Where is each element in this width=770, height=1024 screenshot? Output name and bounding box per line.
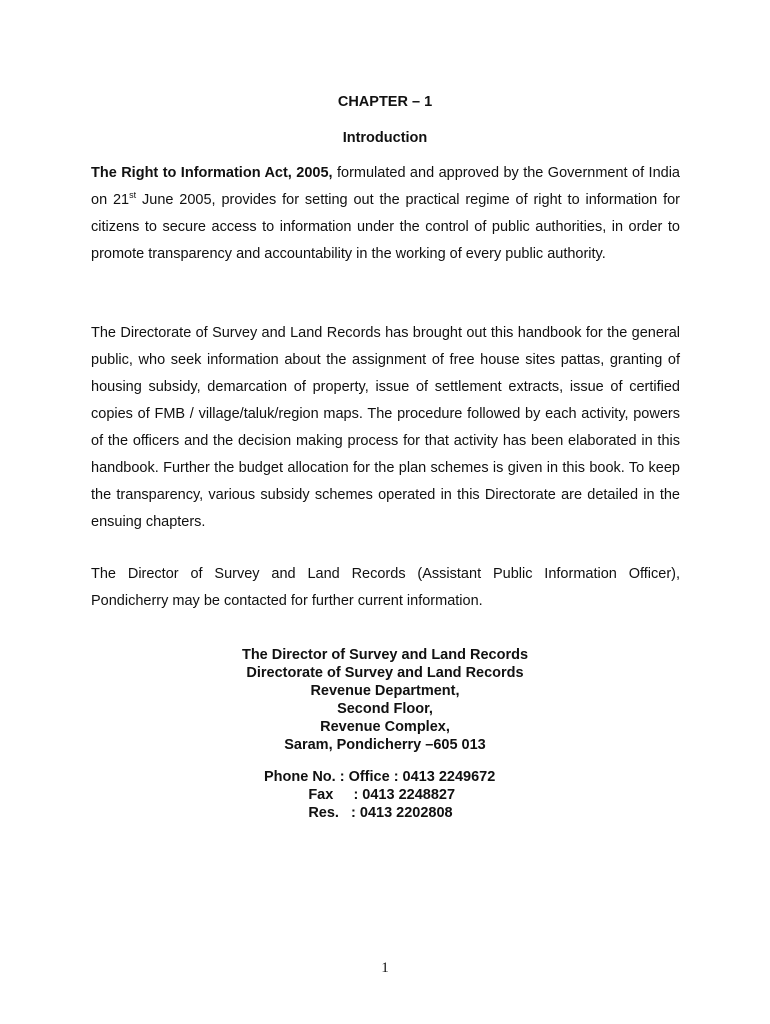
paragraph-handbook: The Directorate of Survey and Land Records has brought out this handbook for the general public, who seek information about the assignment of free house sites pattas, granting of housing subsidy, demarcation of property, issue of settlement extracts, issue of certified copies of FMB / village/taluk/region maps. The procedure followed by each activity, powers of the officers and the decision making process for that activity has been elaborated in this handbook. Further the budget allocation for the plan schemes is given in this book. To keep the transparency, various subsidy schemes operated in this Directorate are detailed in the ensuing chapters.: [91, 325, 680, 530]
rti-act-lead: The Right to Information Act, 2005,: [91, 165, 333, 181]
address-line: Revenue Department,: [310, 683, 460, 699]
address-line: The Director of Survey and Land Records: [241, 647, 529, 663]
phone-residence: Res. : 0413 2202808: [264, 805, 453, 821]
rti-text-b: June 2005, provides for setting out the practical regime of right to information for citizens to secure access to information under the control of public authorities, in order to promote transparency and accountability in the working of every public authority.: [91, 192, 680, 262]
page-number: 1: [381, 960, 389, 976]
chapter-heading: CHAPTER – 1: [337, 94, 433, 110]
phone-office: Phone No. : Office : 0413 2249672: [264, 769, 496, 785]
address-line: Second Floor,: [337, 701, 433, 717]
paragraph-rti-act: [91, 160, 680, 268]
ordinal-superscript: st: [129, 190, 137, 201]
section-title: Introduction: [342, 130, 428, 146]
address-line: Saram, Pondicherry –605 013: [284, 737, 486, 753]
rti-text-a: formulated and approved by the Government of India on 21: [91, 165, 680, 208]
phone-block: [264, 768, 495, 822]
address-line: Revenue Complex,: [320, 719, 450, 735]
phone-fax: Fax : 0413 2248827: [264, 787, 456, 803]
paragraph-contact: The Director of Survey and Land Records (Assistant Public Information Officer), Pondicherry may be contacted for further current information.: [91, 566, 680, 609]
address-block: [0, 646, 770, 754]
address-line: Directorate of Survey and Land Records: [246, 665, 524, 681]
